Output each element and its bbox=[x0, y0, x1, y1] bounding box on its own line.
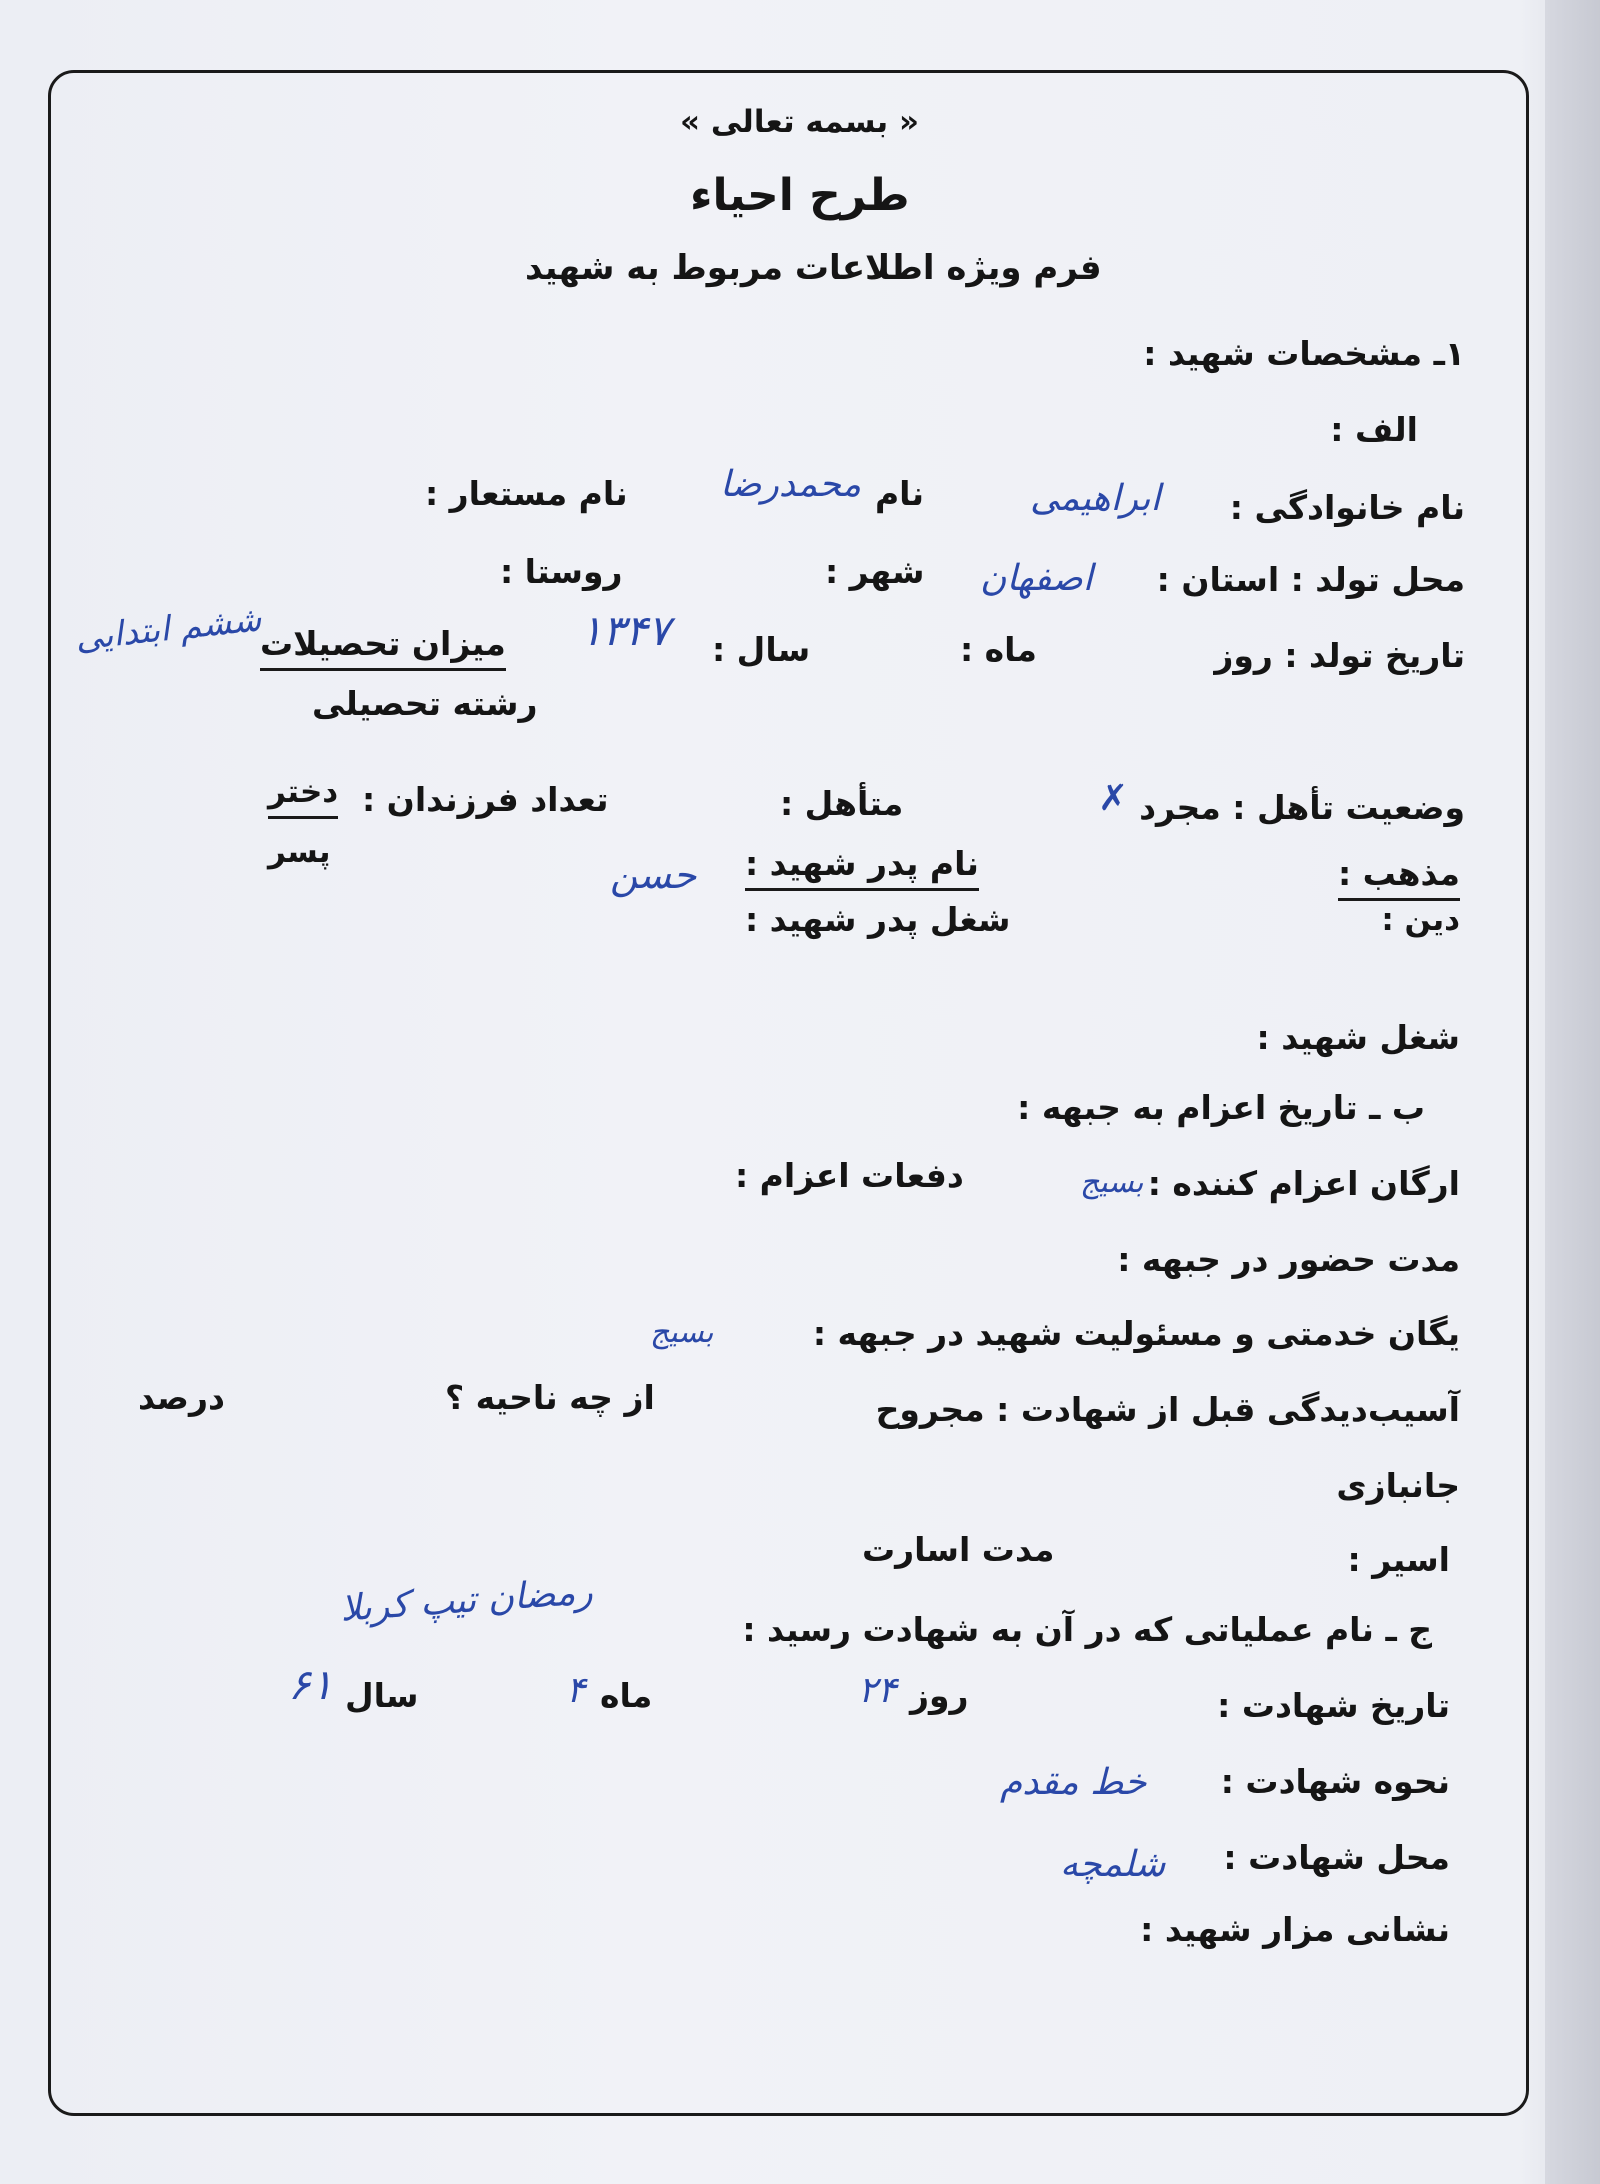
form-subtitle: فرم ویژه اطلاعات مربوط به شهید bbox=[525, 248, 1102, 288]
father-name-value: حسن bbox=[610, 853, 697, 897]
province-value: اصفهان bbox=[980, 558, 1093, 599]
martyrdom-month-label: ماه bbox=[600, 1676, 653, 1715]
injury-label: آسیب‌دیدگی قبل از شهادت : مجروح bbox=[875, 1390, 1460, 1429]
children-count-label: تعداد فرزندان : bbox=[362, 780, 609, 819]
martyrdom-date-label: تاریخ شهادت : bbox=[1217, 1686, 1450, 1725]
section-1-title: ۱ـ مشخصات شهید : bbox=[1143, 334, 1465, 373]
birthdate-label: تاریخ تولد : روز bbox=[1214, 636, 1465, 675]
martyrdom-place-label: محل شهادت : bbox=[1223, 1838, 1450, 1877]
captive-label: اسیر : bbox=[1347, 1540, 1450, 1579]
injury-area-label: از چه ناحیه ؟ bbox=[445, 1378, 655, 1417]
birth-year-label: سال : bbox=[712, 630, 811, 669]
page-edge bbox=[1545, 0, 1600, 2184]
first-name-label: نام bbox=[875, 474, 924, 513]
form-title: طرح احیاء bbox=[690, 170, 910, 221]
education-label: میزان تحصیلات bbox=[260, 622, 506, 671]
martyrdom-day-label: روز bbox=[910, 1676, 969, 1715]
part-a-label: الف : bbox=[1330, 410, 1418, 449]
service-unit-label: یگان خدمتی و مسئولیت شهید در جبهه : bbox=[812, 1314, 1460, 1353]
birthplace-label: محل تولد : استان : bbox=[1156, 560, 1465, 599]
bismillah: « بسمه تعالی » bbox=[680, 104, 919, 140]
service-unit-value: بسیج bbox=[650, 1315, 714, 1350]
religion-label: مذهب : bbox=[1338, 852, 1460, 901]
father-name-label: نام پدر شهید : bbox=[745, 842, 979, 891]
daughter-label: دختر bbox=[268, 770, 338, 819]
family-name-label: نام خانوادگی : bbox=[1229, 488, 1465, 527]
martyrdom-place-value: شلمچه bbox=[1060, 1844, 1166, 1885]
family-name-value: ابراهیمی bbox=[1030, 478, 1161, 519]
martyrdom-year-label: سال bbox=[345, 1676, 419, 1715]
grave-address-label: نشانی مزار شهید : bbox=[1140, 1910, 1450, 1949]
front-duration-label: مدت حضور در جبهه : bbox=[1117, 1240, 1460, 1279]
son-label: پسر bbox=[268, 834, 331, 870]
education-value: ششم ابتدایی bbox=[73, 599, 264, 659]
martyrdom-month-value: ۴ bbox=[566, 1670, 586, 1711]
captivity-duration-label: مدت اسارت bbox=[862, 1530, 1055, 1569]
martyrdom-manner-label: نحوه شهادت : bbox=[1220, 1762, 1450, 1801]
martyrdom-manner-value: خط مقدم bbox=[1000, 1762, 1147, 1803]
operation-value: رمضان تیپ کربلا bbox=[338, 1571, 595, 1630]
field-of-study-label: رشته تحصیلی bbox=[312, 684, 538, 723]
married-label: متأهل : bbox=[780, 784, 904, 823]
faith-label: دین : bbox=[1381, 902, 1460, 938]
marital-status-label: وضعیت تأهل : مجرد bbox=[1139, 788, 1465, 827]
dispatch-date-label: ب ـ تاریخ اعزام به جبهه : bbox=[1017, 1088, 1425, 1127]
birth-month-label: ماه : bbox=[960, 630, 1037, 669]
operation-label: ج ـ نام عملیاتی که در آن به شهادت رسید : bbox=[742, 1610, 1432, 1649]
martyrdom-year-value: ۶۱ bbox=[288, 1660, 334, 1709]
alias-label: نام مستعار : bbox=[425, 474, 628, 513]
village-label: روستا : bbox=[500, 552, 623, 591]
city-label: شهر : bbox=[825, 552, 925, 591]
dispatch-count-label: دفعات اعزام : bbox=[735, 1156, 964, 1195]
first-name-value: محمدرضا bbox=[720, 464, 862, 505]
martyr-job-label: شغل شهید : bbox=[1256, 1018, 1460, 1057]
injury-percent-label: درصد bbox=[138, 1378, 225, 1417]
veteran-label: جانبازی bbox=[1336, 1466, 1460, 1505]
father-job-label: شغل پدر شهید : bbox=[745, 900, 1011, 939]
dispatch-org-label: ارگان اعزام کننده : bbox=[1147, 1164, 1460, 1203]
birth-year-value: ۱۳۴۷ bbox=[580, 606, 671, 655]
dispatch-org-value: بسیج bbox=[1080, 1165, 1144, 1200]
single-check-mark: ✗ bbox=[1098, 778, 1129, 819]
martyrdom-day-value: ۲۴ bbox=[858, 1670, 897, 1711]
